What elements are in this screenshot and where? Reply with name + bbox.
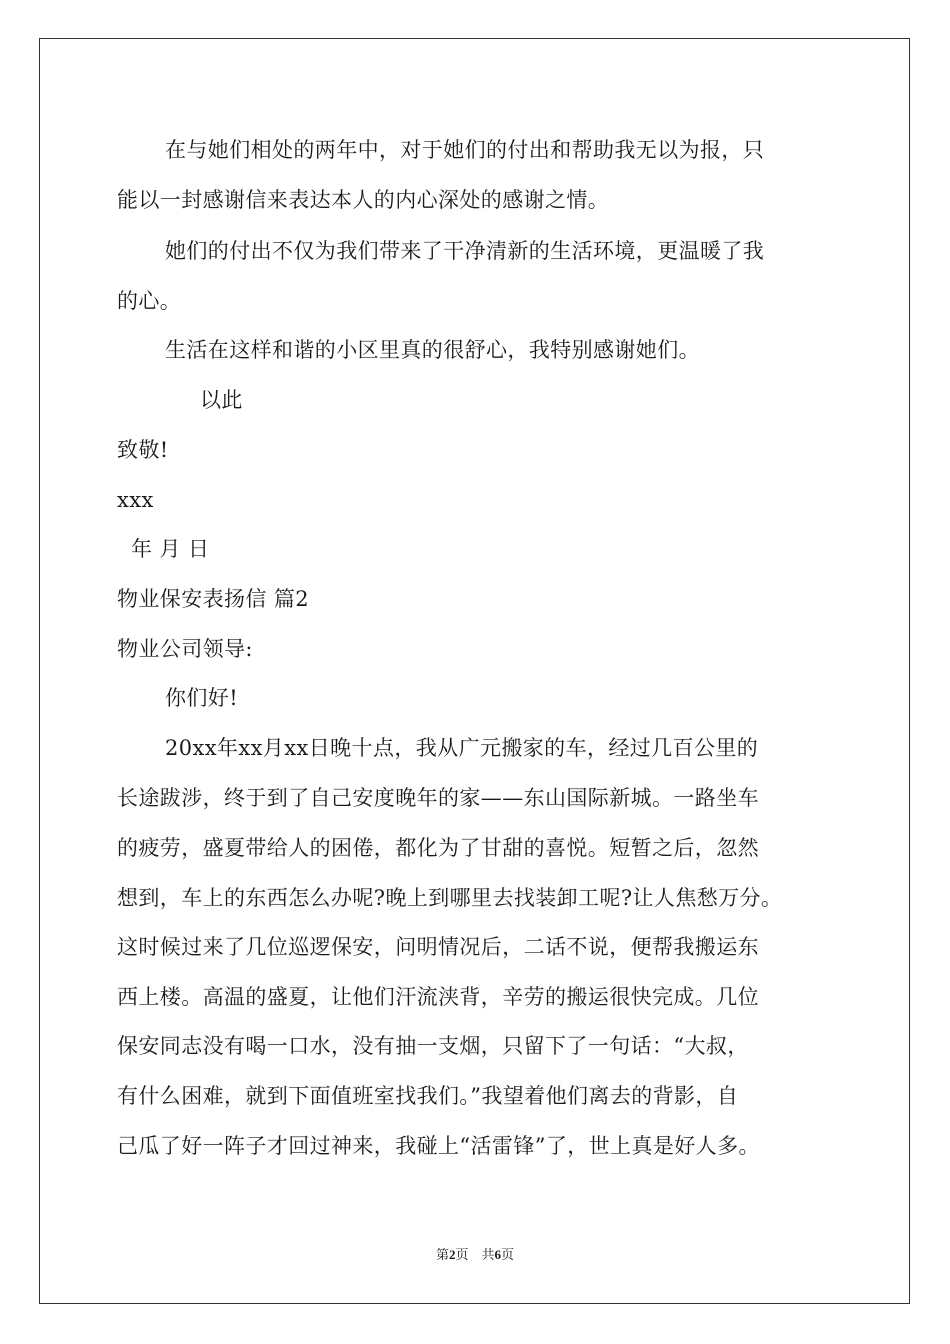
paragraph-line: 长途跋涉，终于到了自己安度晚年的家——东山国际新城。一路坐车: [117, 786, 759, 810]
page-suffix: 页: [501, 1247, 515, 1262]
paragraph-line: 20xx年xx月xx日晚十点，我从广元搬家的车，经过几百公里的: [165, 736, 759, 760]
paragraph-line: 她们的付出不仅为我们带来了干净清新的生活环境，更温暖了我: [165, 239, 765, 263]
total-pages: 6: [494, 1247, 501, 1262]
paragraph-line: 想到，车上的东西怎么办呢?晚上到哪里去找装卸工呢?让人焦愁万分。: [117, 886, 783, 910]
page-border: [39, 38, 910, 1304]
greeting-line: 你们好!: [165, 686, 239, 710]
closing-phrase: 以此: [200, 388, 243, 412]
paragraph-line: 在与她们相处的两年中，对于她们的付出和帮助我无以为报，只: [165, 138, 765, 162]
section-title: 物业保安表扬信 篇2: [117, 587, 310, 611]
paragraph-line: 的心。: [117, 289, 182, 313]
paragraph-line: 己瓜了好一阵子才回过神来，我碰上“活雷锋”了，世上真是好人多。: [117, 1134, 760, 1158]
salutation-close: 致敬!: [117, 438, 169, 462]
signature-date: 年 月 日: [131, 537, 210, 561]
page-number: 2: [448, 1247, 456, 1262]
paragraph-line: 有什么困难，就到下面值班室找我们。”我望着他们离去的背影，自: [117, 1084, 739, 1108]
page-footer: [0, 1246, 950, 1264]
paragraph-line: 生活在这样和谐的小区里真的很舒心，我特别感谢她们。: [165, 338, 700, 362]
paragraph-line: 能以一封感谢信来表达本人的内心深处的感谢之情。: [117, 188, 610, 212]
paragraph-line: 这时候过来了几位巡逻保安，问明情况后，二话不说，便帮我搬运东: [117, 935, 759, 959]
page-mid: 页 共: [455, 1247, 495, 1262]
paragraph-line: 西上楼。高温的盛夏，让他们汗流浃背，辛劳的搬运很快完成。几位: [117, 985, 759, 1009]
page-prefix: 第: [435, 1247, 449, 1262]
paragraph-line: 保安同志没有喝一口水，没有抽一支烟，只留下了一句话：“大叔，: [117, 1034, 749, 1058]
signature-name: xxx: [117, 488, 154, 512]
paragraph-line: 的疲劳，盛夏带给人的困倦，都化为了甘甜的喜悦。短暂之后，忽然: [117, 836, 759, 860]
recipient-line: 物业公司领导:: [117, 637, 253, 661]
